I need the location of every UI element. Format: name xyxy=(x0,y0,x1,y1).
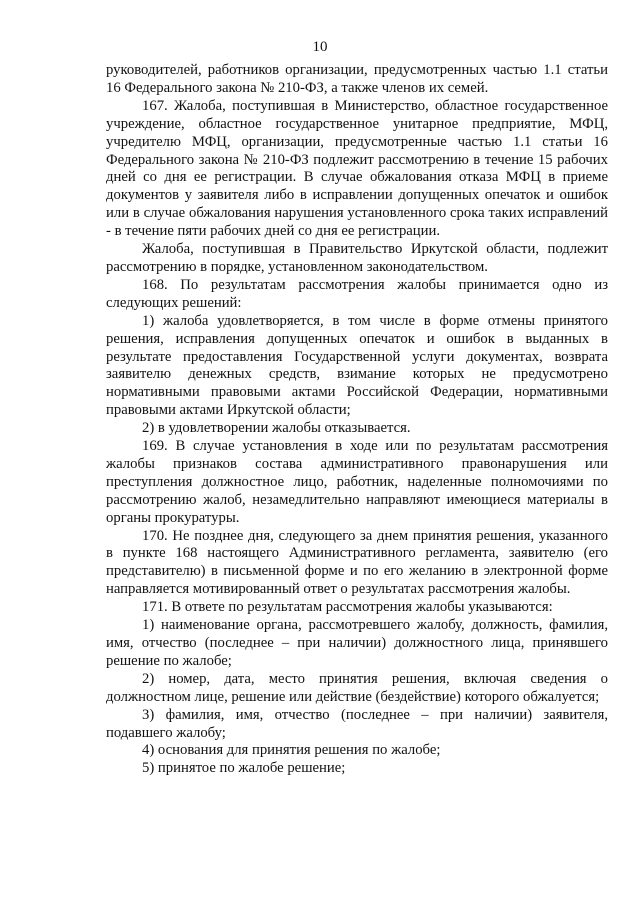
paragraph-continuation: руководителей, работников организации, предусмотренных частью 1.1 статьи 16 Федерального закона № 210-ФЗ, а также членов их семей. xyxy=(106,62,608,96)
paragraph-168-item-2: 2) в удовлетворении жалобы отказывается. xyxy=(142,420,411,437)
paragraph-169: 169. В случае установления в ходе или по результатам рассмотрения жалобы признаков состава административного правонарушения или преступления должностное лицо, работник, наделенные полномочиями по рассмотрению жалоб, незамедлительно направляют имеющиеся материалы в органы прокуратуры. xyxy=(106,438,608,526)
paragraph-171-item-2: 2) номер, дата, место принятия решения, включая сведения о должностном лице, решение или действие (бездействие) которого обжалуется; xyxy=(106,670,608,705)
page-number: 10 xyxy=(312,39,328,55)
paragraph-170: 170. Не позднее дня, следующего за днем принятия решения, указанного в пункте 168 настоящего Административного регламента, заявителю (его представителю) в письменной форме и по его желанию в электронной форме направляется мотивированный ответ о результатах рассмотрения жалобы. xyxy=(106,527,608,598)
paragraph-168: 168. По результатам рассмотрения жалобы принимается одно из следующих решений: xyxy=(106,276,608,311)
paragraph-171: 171. В ответе по результатам рассмотрения жалобы указываются: xyxy=(142,599,553,616)
paragraph-167: 167. Жалоба, поступившая в Министерство, областное государственное учреждение, областное государственное унитарное предприятие, МФЦ, учредителю МФЦ, организации, предусмотренные частью 1.1 статьи 16 Федерального закона № 210-ФЗ подлежит рассмотрению в течение 15 рабочих дней со дня ее регистрации. В случае обжалования отказа МФЦ в приеме документов у заявителя либо в исправлении допущенных опечаток и ошибок или в случае обжалования нарушения установленного срока таких исправлений - в течение пяти рабочих дней со дня ее регистрации. xyxy=(106,97,608,240)
paragraph-168-item-1: 1) жалоба удовлетворяется, в том числе в форме отмены принятого решения, исправления допущенных опечаток и ошибок в выданных в результате предоставления Государственной услуги документах, возврата заявителю денежных средств, взимание которых не предусмотрено нормативными правовыми актами Российской Федерации, нормативными правовыми актами Иркутской области; xyxy=(106,312,608,419)
paragraph-government-complaint: Жалоба, поступившая в Правительство Иркутской области, подлежит рассмотрению в порядке, установленном законодательством. xyxy=(106,241,608,275)
paragraph-171-item-5: 5) принятое по жалобе решение; xyxy=(142,760,346,777)
paragraph-171-item-1: 1) наименование органа, рассмотревшего жалобу, должность, фамилия, имя, отчество (последнее – при наличии) должностного лица, принявшего решение по жалобе; xyxy=(106,617,608,669)
paragraph-171-item-4: 4) основания для принятия решения по жалобе; xyxy=(142,742,441,759)
document-body xyxy=(106,62,608,778)
paragraph-171-item-3: 3) фамилия, имя, отчество (последнее – при наличии) заявителя, подавшего жалобу; xyxy=(106,706,608,741)
